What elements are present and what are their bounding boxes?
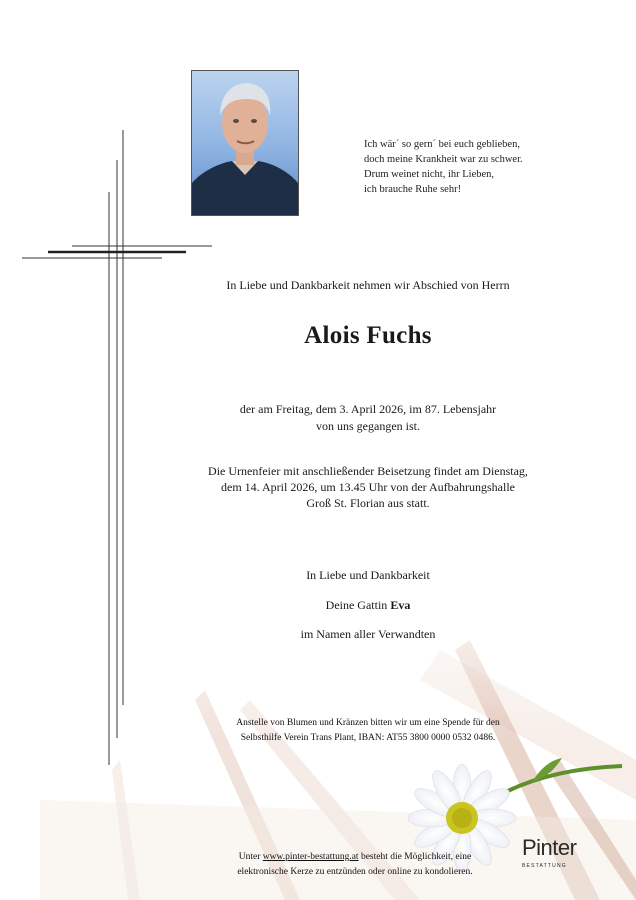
footer-notice: [200, 850, 510, 880]
death-line: von uns gegangen ist.: [316, 419, 420, 433]
death-notice: [150, 401, 586, 435]
donation-line: Selbsthilfe Verein Trans Plant, IBAN: AT55 3800 0000 0532 0486.: [240, 733, 496, 743]
ceremony-line: dem 14. April 2026, um 13.45 Uhr von der Aufbahrungshalle: [221, 480, 515, 494]
footer-suffix: besteht die Möglichkeit, eine: [358, 852, 472, 862]
logo-word: Pinter: [522, 835, 577, 860]
death-line: der am Freitag, dem 3. April 2026, im 87. Lebensjahr: [239, 402, 497, 416]
poem: [364, 137, 564, 197]
poem-line: Drum weinet nicht, ihr Lieben,: [364, 169, 495, 180]
poem-line: ich brauche Ruhe sehr!: [364, 184, 462, 195]
footer-prefix: Unter: [238, 852, 263, 862]
footer-line: elektronische Kerze zu entzünden oder online zu kondolieren.: [237, 867, 473, 877]
closing-thanks: In Liebe und Dankbarkeit: [306, 568, 430, 582]
poem-line: Ich wär´ so gern´ bei euch geblieben,: [364, 139, 520, 150]
portrait-photo: [191, 70, 299, 216]
ceremony-line: Groß St. Florian aus statt.: [306, 496, 430, 510]
intro-text: In Liebe und Dankbarkeit nehmen wir Abschied von Herrn: [226, 278, 510, 292]
wife-name: Eva: [390, 598, 411, 612]
deceased-name: Alois Fuchs: [304, 322, 432, 349]
ceremony-notice: [150, 463, 586, 511]
donation-notice: [180, 716, 556, 746]
donation-line: Anstelle von Blumen und Kränzen bitten wir um eine Spende für den: [236, 718, 500, 728]
closing-wife: [150, 598, 586, 613]
logo-sub: BESTATTUNG: [522, 863, 567, 869]
wife-prefix: Deine Gattin: [325, 598, 391, 612]
website-link[interactable]: www.pinter-bestattung.at: [262, 852, 359, 862]
ceremony-line: Die Urnenfeier mit anschließender Beisetzung findet am Dienstag,: [208, 464, 528, 478]
closing-relatives: im Namen aller Verwandten: [300, 627, 436, 641]
poem-line: doch meine Krankheit war zu schwer.: [364, 154, 523, 165]
pinter-logo: [522, 837, 602, 869]
